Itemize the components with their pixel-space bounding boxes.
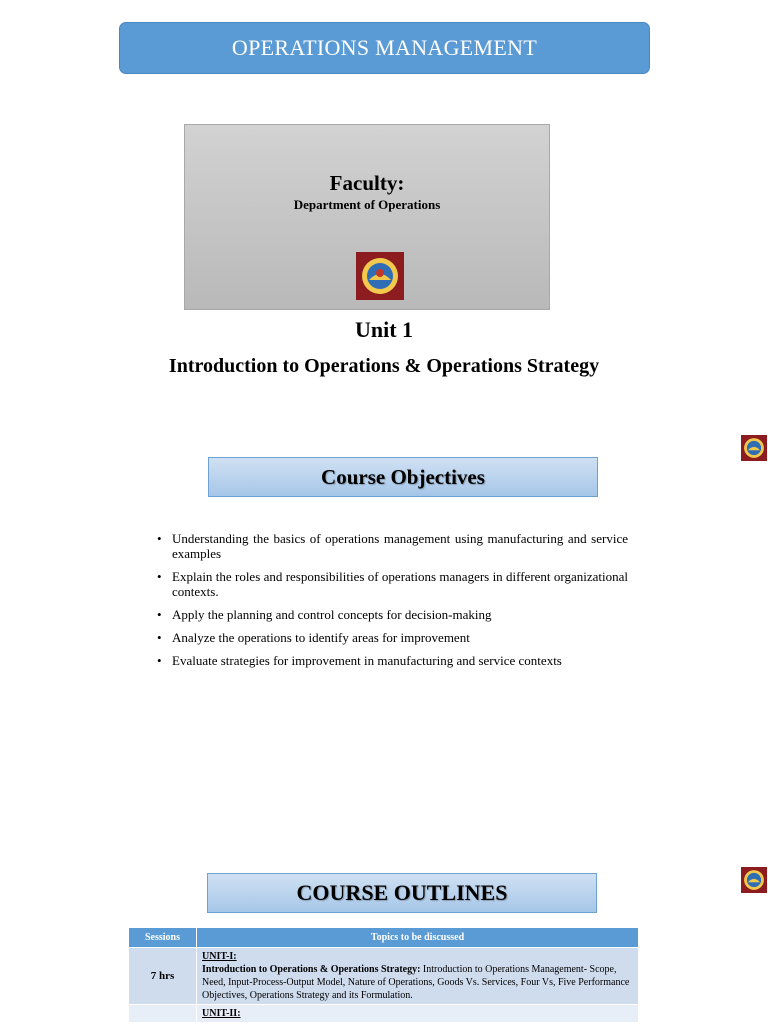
course-outline-table bbox=[128, 927, 639, 1023]
course-outlines-header: COURSE OUTLINES bbox=[207, 873, 597, 913]
session-cell bbox=[129, 1005, 197, 1023]
unit-label: UNIT-I: bbox=[202, 951, 237, 962]
table-row bbox=[129, 1005, 639, 1023]
unit-title: Unit 1 bbox=[354, 317, 414, 342]
institute-logo-icon bbox=[741, 435, 767, 461]
institute-logo-icon bbox=[356, 252, 404, 300]
course-title-banner: OPERATIONS MANAGEMENT bbox=[119, 22, 650, 74]
list-item: • Explain the roles and responsibilities of operations managers in different organizational contexts. bbox=[155, 569, 628, 599]
topic-text: Introduction to Operations Management- Scope, Need, Input-Process-Output Model, Nature of Operations, Goods Vs. Services, Four Vs, Five Performance Objectives, Operations Strategy and its Formulation. bbox=[202, 964, 630, 1001]
objectives-list bbox=[155, 531, 628, 676]
faculty-department: Department of Operations bbox=[293, 197, 441, 212]
table-row bbox=[129, 948, 639, 1005]
topic-cell bbox=[197, 948, 639, 1005]
list-item: • Understanding the basics of operations management using manufacturing and service examples bbox=[155, 531, 628, 561]
list-item: • Evaluate strategies for improvement in manufacturing and service contexts bbox=[155, 653, 628, 668]
unit-label: UNIT-II: bbox=[202, 1008, 241, 1019]
faculty-title: Faculty: bbox=[329, 171, 405, 195]
institute-logo-icon bbox=[741, 867, 767, 893]
faculty-box bbox=[184, 124, 550, 310]
session-cell: 7 hrs bbox=[129, 948, 197, 1005]
column-header-topics: Topics to be discussed bbox=[197, 928, 639, 948]
list-item: • Analyze the operations to identify areas for improvement bbox=[155, 630, 628, 645]
list-item: • Apply the planning and control concepts for decision-making bbox=[155, 607, 628, 622]
topic-heading: Introduction to Operations & Operations Strategy: bbox=[202, 964, 421, 975]
course-objectives-header: Course Objectives bbox=[208, 457, 598, 497]
topic-cell bbox=[197, 1005, 639, 1023]
column-header-sessions: Sessions bbox=[129, 928, 197, 948]
unit-subtitle: Introduction to Operations & Operations Strategy bbox=[168, 355, 600, 377]
